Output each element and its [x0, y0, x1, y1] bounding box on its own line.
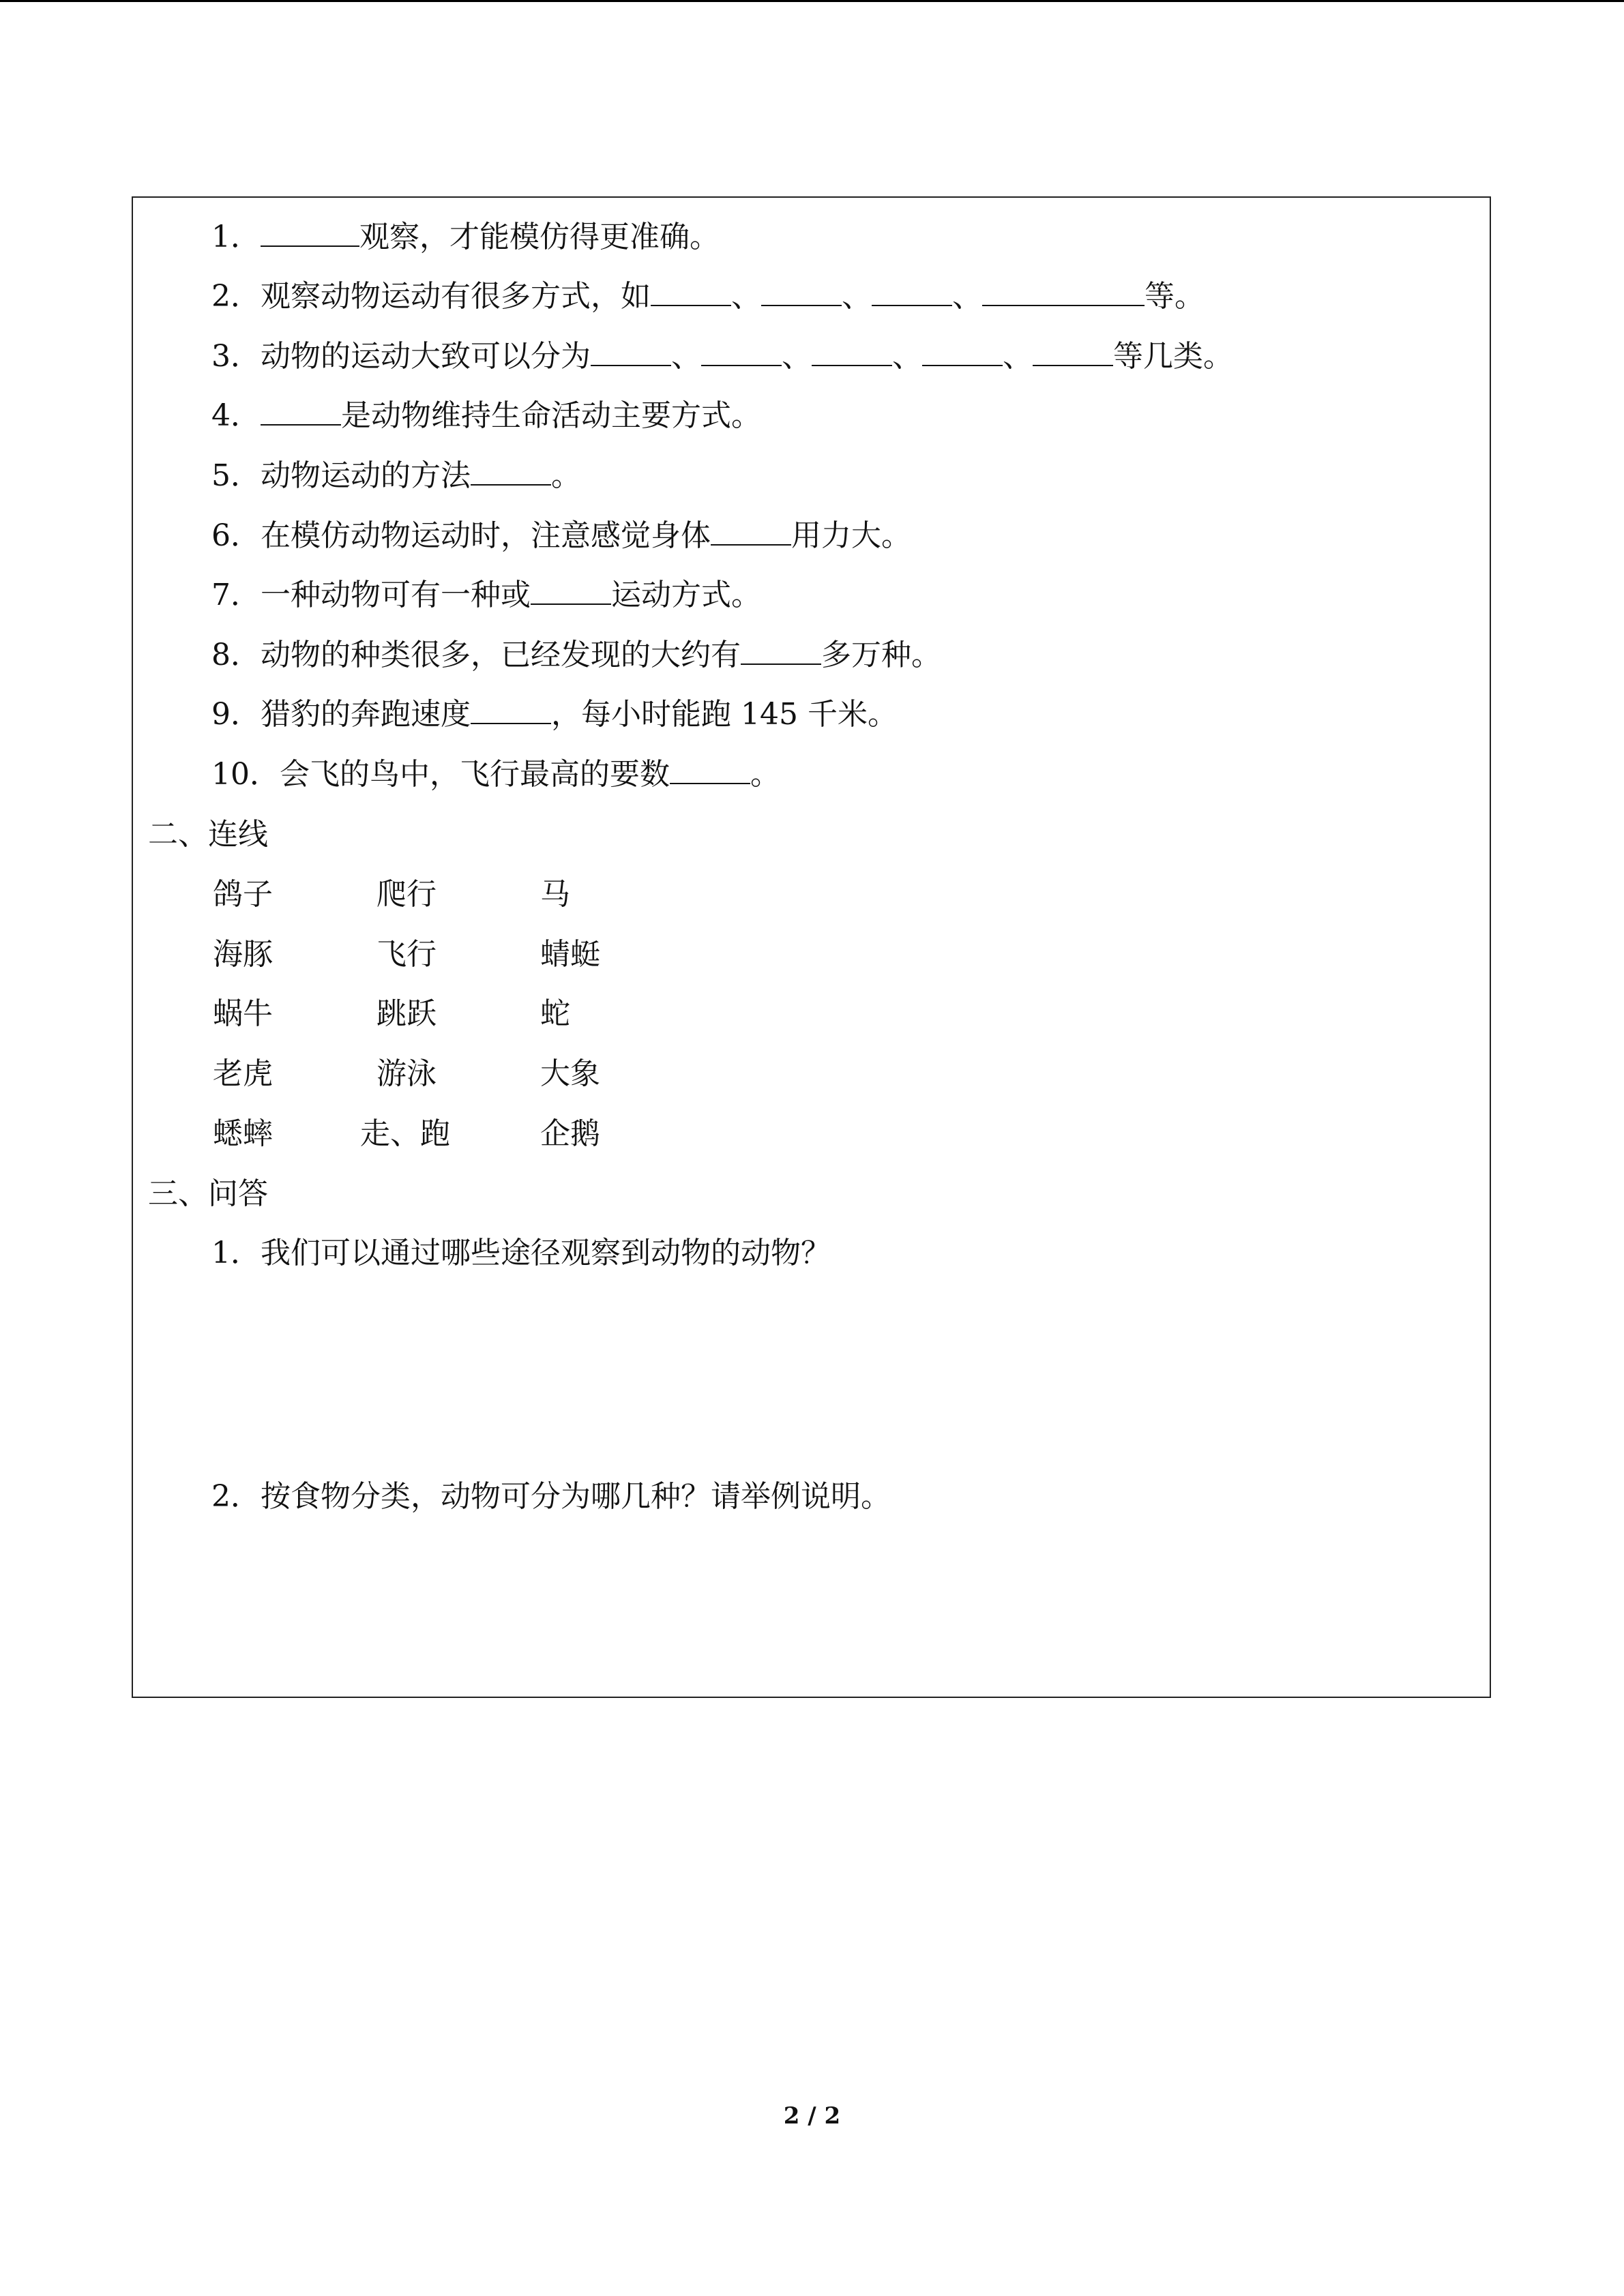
- question-number: 8．: [211, 638, 261, 672]
- question-text: 猎豹的奔跑速度: [261, 697, 471, 732]
- question-text-end: 运动方式。: [611, 578, 761, 612]
- match-animal-right[interactable]: 蛇: [540, 996, 570, 1031]
- answer-blank[interactable]: [741, 636, 821, 665]
- match-animal-right[interactable]: 马: [540, 877, 570, 912]
- fill-blank-question-3: [211, 336, 1233, 377]
- question-text-end: 等几类。: [1113, 339, 1233, 374]
- fill-blank-question-5: [211, 456, 581, 496]
- separator: 、: [671, 339, 701, 374]
- answer-blank[interactable]: [471, 457, 551, 486]
- answer-blank[interactable]: [761, 278, 842, 306]
- question-text: 动物运动的方法: [261, 458, 471, 493]
- answer-blank[interactable]: [701, 338, 782, 366]
- section-2-heading: 二、连线: [148, 817, 268, 852]
- question-number: 9．: [211, 697, 261, 732]
- question-text-end: 等。: [1145, 279, 1205, 314]
- match-animal-left[interactable]: 鸽子: [213, 877, 273, 912]
- answer-blank[interactable]: [261, 397, 341, 426]
- match-movement[interactable]: 跳跃: [377, 996, 437, 1031]
- match-animal-left[interactable]: 蟋蟀: [213, 1116, 273, 1151]
- answer-blank[interactable]: [670, 756, 750, 784]
- fill-blank-question-7: [211, 575, 761, 616]
- question-number: 4．: [211, 398, 261, 433]
- match-animal-left[interactable]: 海豚: [213, 937, 273, 972]
- fill-blank-question-6: [211, 516, 911, 556]
- separator: 、: [731, 279, 761, 314]
- answer-blank[interactable]: [651, 278, 731, 306]
- answer-blank[interactable]: [982, 278, 1145, 306]
- separator: 、: [782, 339, 812, 374]
- question-text-end: 多万种。: [821, 638, 941, 672]
- fill-blank-question-2: [211, 276, 1205, 317]
- match-movement[interactable]: 走、跑: [360, 1116, 450, 1151]
- question-number: 6．: [211, 518, 261, 553]
- open-question-2: 2．按食物分类，动物可分为哪几种？请举例说明。: [211, 1479, 891, 1514]
- match-movement[interactable]: 爬行: [377, 877, 437, 912]
- match-animal-left[interactable]: 蜗牛: [213, 996, 273, 1031]
- answer-blank[interactable]: [812, 338, 892, 366]
- fill-blank-question-1: [211, 217, 720, 258]
- question-text: 会飞的鸟中，飞行最高的要数: [280, 757, 670, 792]
- question-text-end: 用力大。: [791, 518, 911, 553]
- answer-blank[interactable]: [1033, 338, 1113, 366]
- answer-blank[interactable]: [591, 338, 671, 366]
- match-animal-right[interactable]: 企鹅: [540, 1116, 600, 1151]
- question-text: 动物的种类很多，已经发现的大约有: [261, 638, 741, 672]
- fill-blank-question-8: [211, 635, 941, 676]
- answer-blank[interactable]: [261, 218, 359, 247]
- section-3-heading: 三、问答: [148, 1176, 268, 1211]
- answer-blank[interactable]: [872, 278, 952, 306]
- question-text: 观察动物运动有很多方式，如: [261, 279, 651, 314]
- question-text-end: 。: [551, 458, 581, 493]
- answer-blank[interactable]: [471, 696, 551, 724]
- question-text: 动物的运动大致可以分为: [261, 339, 591, 374]
- separator: 、: [842, 279, 872, 314]
- open-question-1: 1．我们可以通过哪些途径观察到动物的动物？: [211, 1236, 831, 1270]
- answer-blank[interactable]: [922, 338, 1003, 366]
- separator: 、: [892, 339, 922, 374]
- question-text: 一种动物可有一种或: [261, 578, 531, 612]
- answer-blank[interactable]: [531, 576, 611, 605]
- fill-blank-question-10: [211, 754, 780, 795]
- question-number: 3．: [211, 339, 261, 374]
- fill-blank-question-4: [211, 396, 761, 436]
- match-movement[interactable]: 游泳: [377, 1056, 437, 1091]
- question-number: 10．: [211, 757, 280, 792]
- question-text: 观察，才能模仿得更准确。: [359, 220, 720, 254]
- question-number: 7．: [211, 578, 261, 612]
- question-text-end: ，每小时能跑 145 千米。: [551, 697, 898, 732]
- page-top-border: [0, 0, 1624, 2]
- separator: 、: [952, 279, 982, 314]
- match-animal-right[interactable]: 蜻蜓: [540, 937, 600, 972]
- match-movement[interactable]: 飞行: [377, 937, 437, 972]
- page-number: 2 / 2: [783, 2102, 841, 2130]
- match-animal-right[interactable]: 大象: [540, 1056, 600, 1091]
- question-text: 在模仿动物运动时，注意感觉身体: [261, 518, 711, 553]
- answer-blank[interactable]: [711, 517, 791, 546]
- question-number: 1．: [211, 220, 261, 254]
- fill-blank-question-9: [211, 694, 898, 735]
- question-text-end: 。: [750, 757, 780, 792]
- question-number: 5．: [211, 458, 261, 493]
- match-animal-left[interactable]: 老虎: [213, 1056, 273, 1091]
- separator: 、: [1003, 339, 1033, 374]
- question-number: 2．: [211, 279, 261, 314]
- question-text: 是动物维持生命活动主要方式。: [341, 398, 761, 433]
